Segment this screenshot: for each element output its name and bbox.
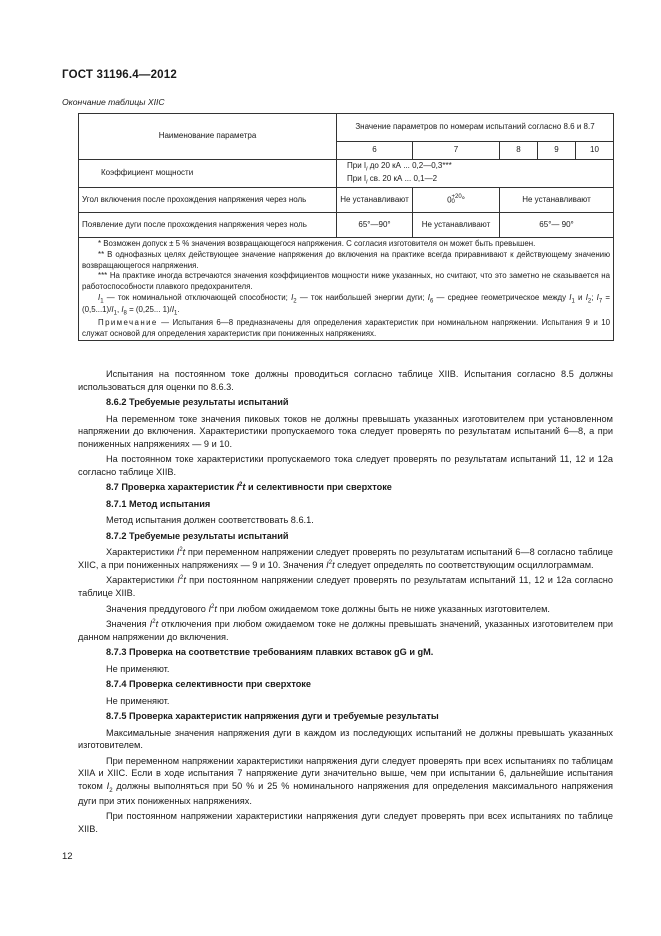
power-factor-values: При $I_i$ до 20 кА ... 0,2—0,3*** При $I_i$ св. 20 кА ... 0,1—2: [337, 160, 614, 188]
footnote-2: ** В однофазных целях действующее значение напряжения до включения на практике всегда приравнивают к действующему значению возвращающегося напряжения.: [82, 250, 611, 270]
paragraph: Испытания на постоянном токе должны проводиться согласно таблице XIIB. Испытания согласно 8.5 должны использоваться для оценки по 8.6.3.: [78, 369, 613, 392]
row-name-arc-appearance: Появление дуги после прохождения напряжения через ноль: [79, 213, 337, 238]
arc-appearance-test-7: Не устанавливают: [413, 213, 500, 238]
arc-appearance-test-8-10: 65°— 90°: [500, 213, 614, 238]
table-note: Примечание — Испытания 6—8 предназначены для определения характеристик при номинальном напряжении. Испытания 9 и 10 служат основой для определения характеристик при пониженных напряжениях.: [82, 318, 611, 338]
heading-8-7: 8.7 Проверка характеристик $I^2t$ и селективности при сверхтоке: [106, 482, 392, 493]
switch-angle-test-6: Не устанавливают: [337, 188, 413, 213]
table-footnotes: [79, 238, 614, 341]
footnote-3: *** На практике иногда встречаются значения коэффициентов мощности ниже указанных, но считают, что это заметно не сказывается на работоспособности плавкого предохранителя.: [82, 271, 611, 292]
paragraph: При переменном напряжении характеристики напряжения дуги следует проверять при всех испытаниях по таблицам XIIA и XIIC. Если в ходе испытания 7 напряжение дуги значительно выше, чем при испытании 6, дальнейшие испытания током $I_2$ должны выполняться при 50 % и 25 % номинального напряжения для определения максимального напряжения дуги при этих пониженных напряжениях.: [78, 755, 613, 806]
row-name-switch-angle: Угол включения после прохождения напряжения через ноль: [79, 188, 337, 213]
switch-angle-test-7: 0 +20 0 °: [413, 188, 500, 213]
paragraph: Метод испытания должен соответствовать 8.6.1.: [106, 515, 314, 526]
arc-appearance-test-6: 65°—90°: [337, 213, 413, 238]
note-label: Примечание: [98, 318, 158, 328]
parameters-table: [78, 113, 614, 341]
footnote-1: * Возможен допуск ± 5 % значения возвращающегося напряжения. С согласия изготовителя он может быть превышен.: [98, 239, 536, 249]
heading-8-7-3: 8.7.3 Проверка на соответствие требованиям плавких вставок gG и gM.: [106, 647, 434, 658]
switch-angle-test-8-10: Не устанавливают: [500, 188, 614, 213]
document-header: ГОСТ 31196.4—2012: [62, 69, 177, 81]
test-number-10: 10: [576, 142, 614, 160]
body-text: [78, 368, 613, 838]
paragraph: Не применяют.: [106, 695, 170, 706]
paragraph: На переменном токе значения пиковых токов не должны превышать указанных изготовителем при установленном напряжении до включения. Характеристики пропускаемого тока следует проверять по результатам испытаний 6—8, а при пониженных напряжениях — 9 и 10.: [78, 413, 613, 449]
paragraph: Значения преддугового $I^2t$ при любом ожидаемом токе должны быть не ниже указанных изготовителем.: [106, 603, 550, 614]
heading-8-7-1: 8.7.1 Метод испытания: [106, 498, 211, 509]
paragraph: Характеристики $I^2t$ при постоянном напряжении следует проверять по результатам испытаний 11, 12 и 12а согласно таблице XIIB.: [78, 575, 613, 598]
paragraph: Максимальные значения напряжения дуги в каждом из последующих испытаний не должны превышать указанных изготовителем.: [78, 727, 613, 751]
test-number-6: 6: [337, 142, 413, 160]
test-number-8: 8: [500, 142, 538, 160]
heading-8-7-4: 8.7.4 Проверка селективности при сверхтоке: [106, 679, 312, 690]
header-parameter-values: Значение параметров по номерам испытаний согласно 8.6 и 8.7: [337, 114, 614, 142]
paragraph: Не применяют.: [106, 663, 170, 674]
page-number: 12: [62, 851, 73, 862]
table-row: [79, 188, 614, 213]
test-number-9: 9: [538, 142, 576, 160]
header-parameter-name: Наименование параметра: [79, 114, 337, 160]
row-name-power-factor: Коэффициент мощности: [79, 160, 337, 188]
table-row: [79, 160, 614, 188]
table-row: [79, 213, 614, 238]
heading-8-7-2: 8.7.2 Требуемые результаты испытаний: [106, 530, 289, 541]
heading-8-7-5: 8.7.5 Проверка характеристик напряжения дуги и требуемые результаты: [106, 711, 439, 722]
heading-8-6-2: 8.6.2 Требуемые результаты испытаний: [106, 397, 289, 408]
footnote-currents: $I_1$ — ток номинальной отключающей способности; $I_2$ — ток наибольшей энергии дуги; $I_6$ — среднее геометрическое между $I_1$ и $I_2$; $I_7 = (0,5...1)/I_1$, $I_8 = (0,25$... $1)/I_1$.: [82, 292, 611, 317]
paragraph: На постоянном токе характеристики пропускаемого тока следует проверять по результатам испытаний 11, 12 и 12а согласно таблице XIIB.: [78, 454, 613, 477]
paragraph: Характеристики $I^2t$ при переменном напряжении следует проверять по результатам испытаний 6—8 согласно таблице XIIC, а при пониженных напряжениях — 9 и 10. Значения $I^2t$ следует определять по соответствующим осциллограммам.: [78, 547, 613, 570]
paragraph: Значения $I^2t$ отключения при любом ожидаемом токе не должны превышать значений, указанных изготовителем при данном напряжении до включения.: [78, 619, 613, 642]
test-number-7: 7: [413, 142, 500, 160]
table-caption: Окончание таблицы XIIC: [62, 97, 165, 107]
paragraph: При постоянном напряжении характеристики напряжения дуги следует проверять при всех испытаниях по таблице XIIB.: [78, 811, 613, 834]
